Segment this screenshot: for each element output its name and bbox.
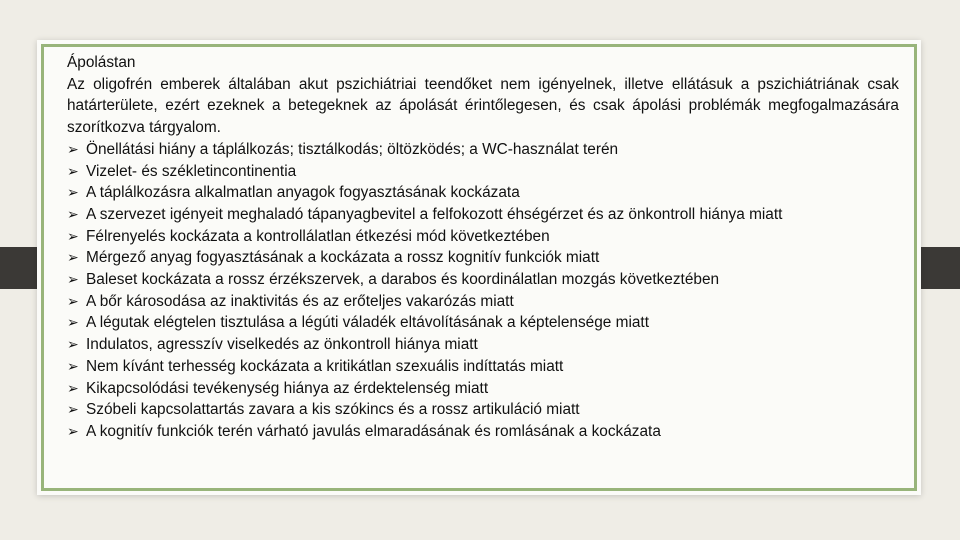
list-item	[67, 356, 899, 378]
arrow-bullet-icon: ➢	[67, 271, 79, 288]
arrow-bullet-icon: ➢	[67, 249, 79, 266]
arrow-bullet-icon: ➢	[67, 292, 79, 309]
list-item	[67, 421, 899, 443]
list-item	[67, 182, 899, 204]
bullet-text: Baleset kockázata a rossz érzékszervek, a darabos és koordinálatlan mozgás következtében	[86, 271, 720, 289]
arrow-bullet-icon: ➢	[67, 379, 79, 396]
slide-content	[67, 52, 899, 443]
intro-paragraph: Az oligofrén emberek általában akut pszichiátriai teendőket nem igényelnek, illetve ellátásuk a pszichiátriának csak határterülete, ezért ezeknek a betegeknek az ápolását érintőlegesen, és csak ápolási problémák megfogalmazására szorítkozva tárgyalom.	[67, 75, 899, 137]
bullet-text: Mérgező anyag fogyasztásának a kockázata a rossz kognitív funkciók miatt	[86, 249, 600, 267]
list-item	[67, 378, 899, 400]
arrow-bullet-icon: ➢	[67, 357, 79, 374]
arrow-bullet-icon: ➢	[67, 401, 79, 418]
bullet-text: Vizelet- és székletincontinentia	[86, 162, 297, 180]
bullet-text: Nem kívánt terhesség kockázata a kritikátlan szexuális indíttatás miatt	[86, 357, 564, 375]
bullet-text: Kikapcsolódási tevékenység hiánya az érdektelenség miatt	[86, 379, 489, 397]
list-item	[67, 247, 899, 269]
arrow-bullet-icon: ➢	[67, 205, 79, 222]
arrow-bullet-icon: ➢	[67, 140, 79, 157]
list-item	[67, 291, 899, 313]
arrow-bullet-icon: ➢	[67, 314, 79, 331]
bullet-text: A bőr károsodása az inaktivitás és az erőteljes vakarózás miatt	[86, 292, 514, 310]
slide-title: Ápolástan	[67, 54, 136, 71]
bullet-text: Félrenyelés kockázata a kontrollálatlan étkezési mód következtében	[86, 227, 550, 245]
list-item	[67, 161, 899, 183]
list-item	[67, 204, 899, 226]
list-item	[67, 399, 899, 421]
arrow-bullet-icon: ➢	[67, 336, 79, 353]
arrow-bullet-icon: ➢	[67, 227, 79, 244]
bullet-text: Indulatos, agresszív viselkedés az önkontroll hiánya miatt	[86, 336, 478, 354]
bullet-text: A kognitív funkciók terén várható javulás elmaradásának és romlásának a kockázata	[86, 422, 661, 440]
list-item	[67, 269, 899, 291]
bullet-text: A légutak elégtelen tisztulása a légúti váladék eltávolításának a képtelensége miatt	[86, 314, 649, 332]
bullet-text: A táplálkozásra alkalmatlan anyagok fogyasztásának kockázata	[86, 184, 520, 202]
list-item	[67, 226, 899, 248]
arrow-bullet-icon: ➢	[67, 422, 79, 439]
bullet-text: A szervezet igényeit meghaladó tápanyagbevitel a felfokozott éhségérzet és az önkontroll hiánya miatt	[86, 205, 783, 223]
list-item	[67, 139, 899, 161]
bullet-text: Szóbeli kapcsolattartás zavara a kis szókincs és a rossz artikuláció miatt	[86, 401, 580, 419]
arrow-bullet-icon: ➢	[67, 162, 79, 179]
list-item	[67, 334, 899, 356]
bullet-list	[67, 139, 899, 443]
arrow-bullet-icon: ➢	[67, 184, 79, 201]
list-item	[67, 312, 899, 334]
slide-card	[37, 40, 921, 495]
bullet-text: Önellátási hiány a táplálkozás; tisztálkodás; öltözködés; a WC-használat terén	[86, 140, 619, 158]
